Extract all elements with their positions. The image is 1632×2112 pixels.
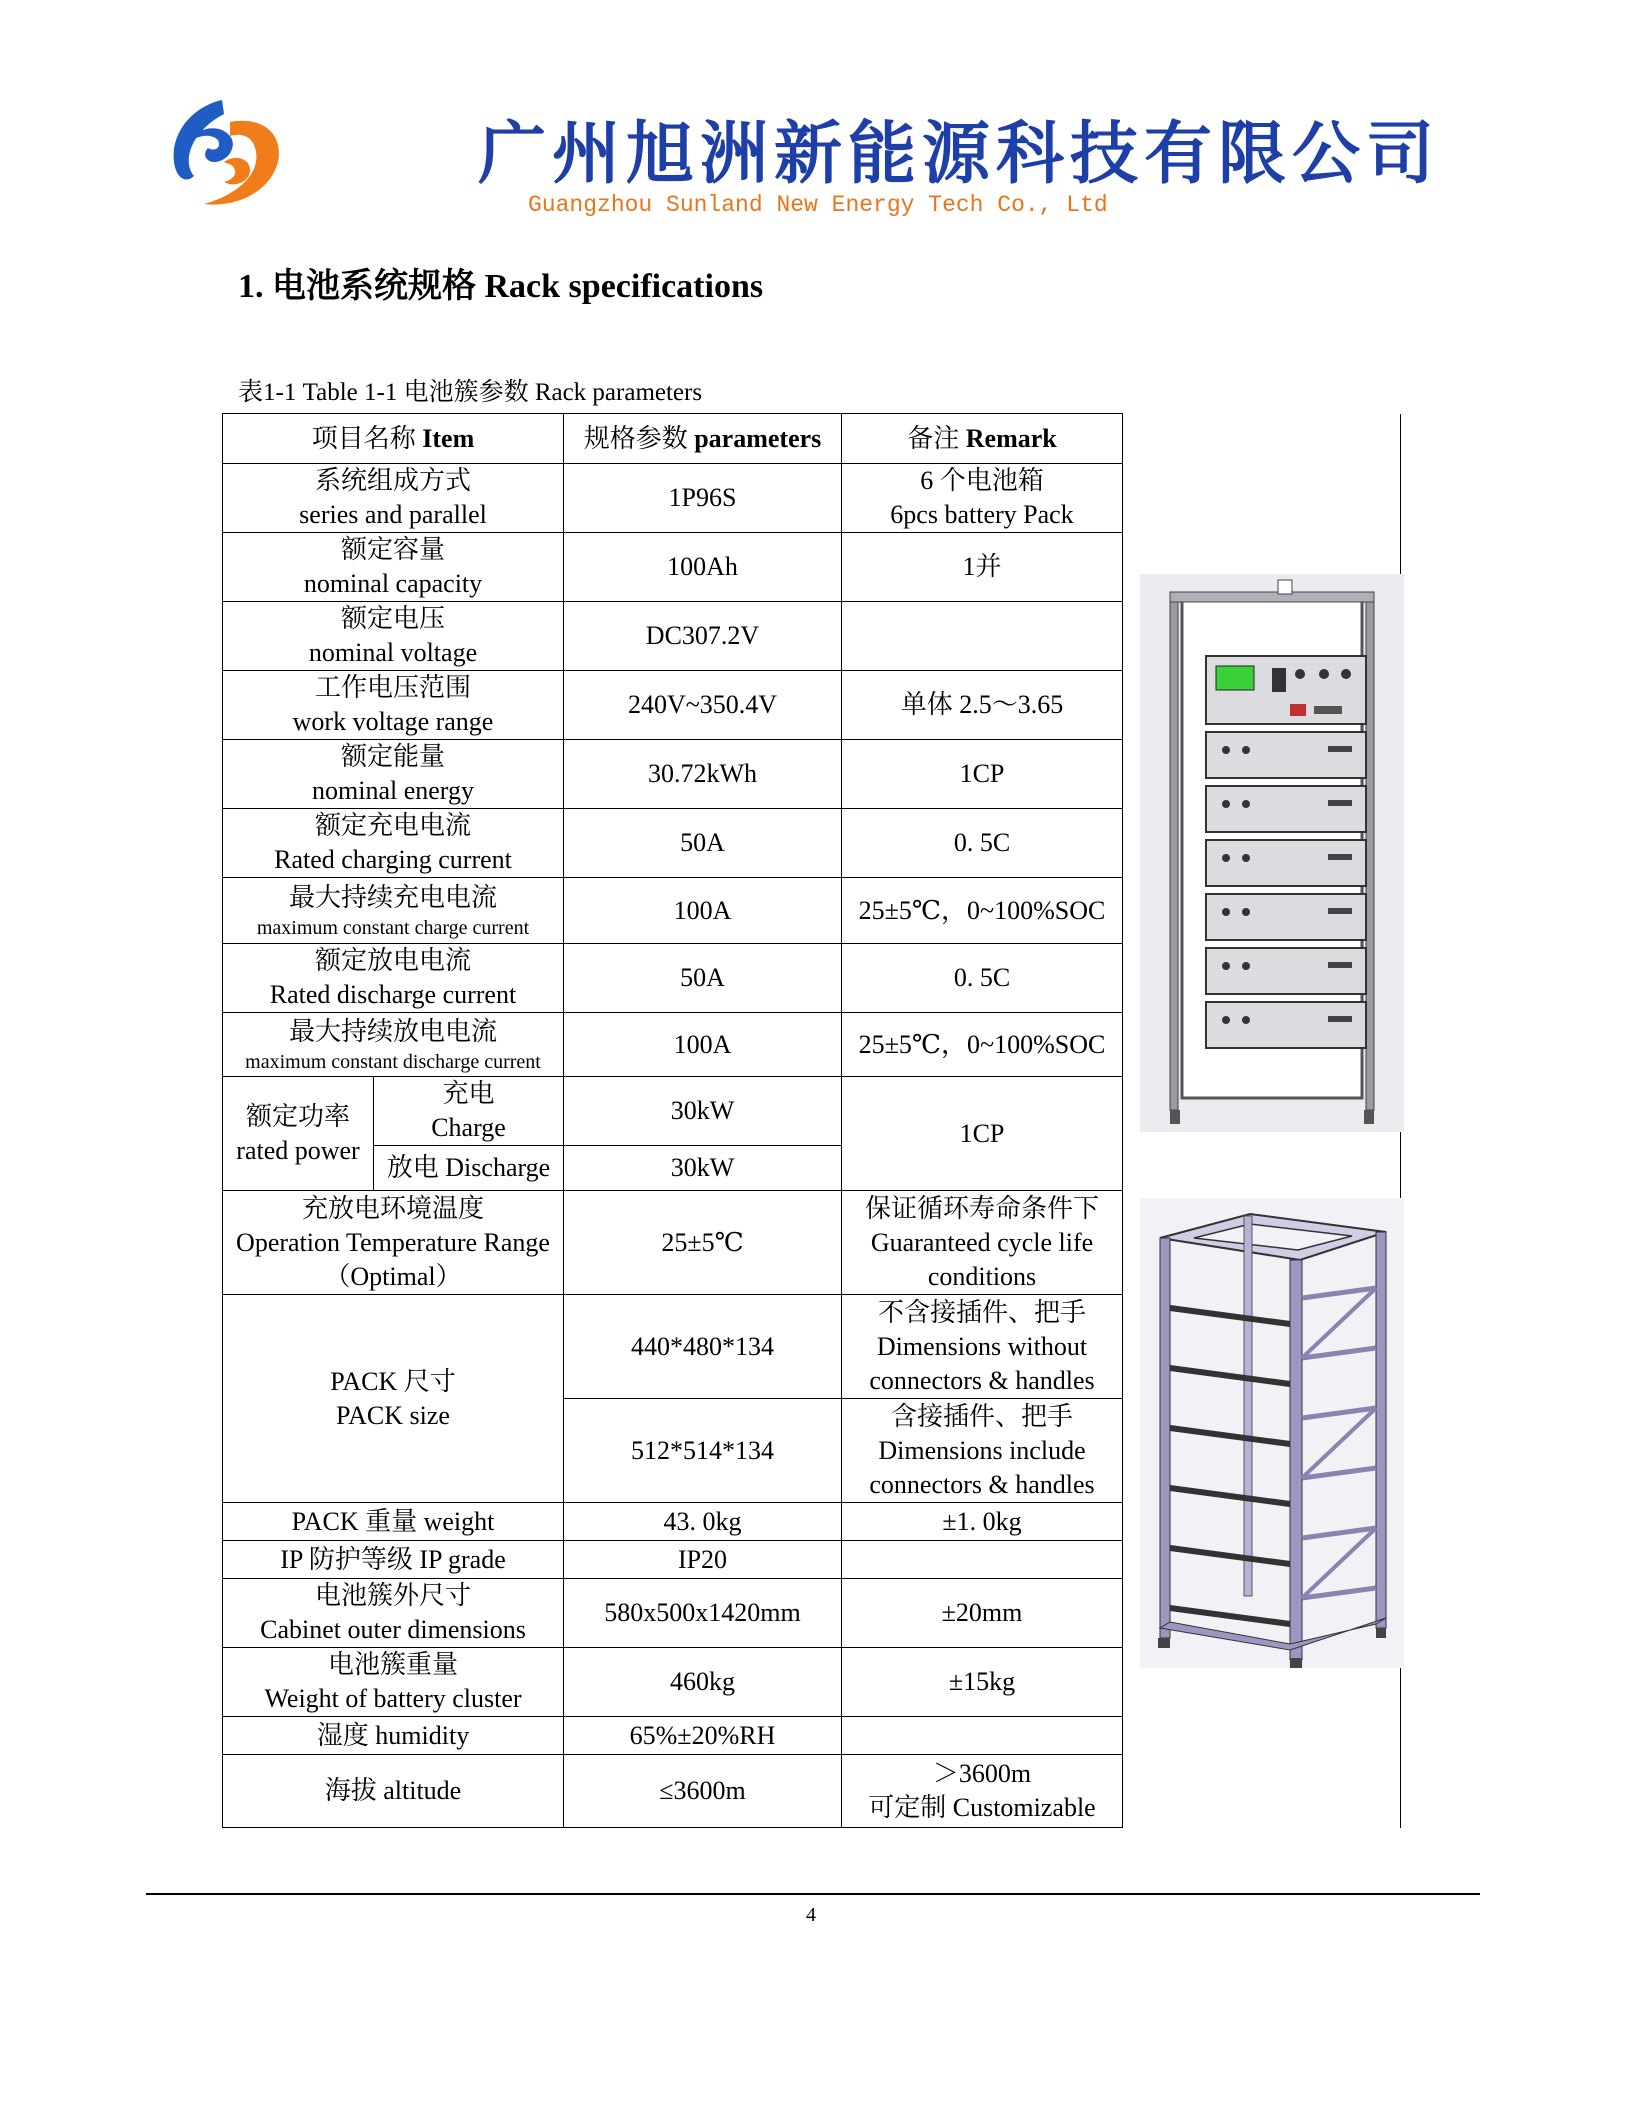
company-logo — [164, 92, 290, 218]
table-row: 电池簇重量 Weight of battery cluster 460kg ±15kg — [223, 1648, 1401, 1717]
table-row: 额定放电电流 Rated discharge current 50A 0. 5C — [223, 944, 1401, 1013]
table-row-power-charge: 额定功率 rated power 充电 Charge 30kW 1CP — [223, 1077, 1401, 1146]
footer-divider — [146, 1893, 1480, 1895]
table-caption: 表1-1 Table 1-1 电池簇参数 Rack parameters — [238, 379, 703, 406]
table-row: 额定电压 nominal voltage DC307.2V — [223, 602, 1401, 671]
table-row-temperature: 充放电环境温度 Operation Temperature Range （Optimal） 25±5℃ 保证循环寿命条件下 Guaranteed cycle life conditions — [223, 1191, 1401, 1295]
table-header-row — [223, 414, 1401, 464]
battery-rack-frame-image — [1140, 1198, 1404, 1668]
table-row-altitude: 海拔 altitude ≤3600m ＞3600m 可定制 Customizable — [223, 1755, 1401, 1828]
battery-rack-front-image — [1140, 574, 1404, 1132]
table-row-pack-size: PACK 尺寸 PACK size 440*480*134 不含接插件、把手 Dimensions without connectors & handles — [223, 1295, 1401, 1399]
page-number: 4 — [806, 1904, 816, 1926]
table-row: 系统组成方式 series and parallel 1P96S 6 个电池箱 6pcs battery Pack — [223, 464, 1401, 533]
table-row-humidity: 湿度 humidity 65%±20%RH — [223, 1717, 1401, 1755]
table-row: 额定容量 nominal capacity 100Ah 1并 — [223, 533, 1401, 602]
table-row-power-discharge: 放电 Discharge 30kW — [223, 1146, 1401, 1191]
header-remark: 备注 Remark — [842, 414, 1123, 464]
company-name-en: Guangzhou Sunland New Energy Tech Co., Ltd — [528, 192, 1108, 218]
table-row-pack-size-2: 512*514*134 含接插件、把手 Dimensions include connectors & handles — [223, 1399, 1401, 1503]
table-row: 额定能量 nominal energy 30.72kWh 1CP — [223, 740, 1401, 809]
table-row: 额定充电电流 Rated charging current 50A 0. 5C — [223, 809, 1401, 878]
header-item: 项目名称 Item — [223, 414, 564, 464]
company-name-cn: 广州旭洲新能源科技有限公司 — [478, 114, 1441, 194]
section-title: 1. 电池系统规格 Rack specifications — [238, 268, 764, 305]
table-row: 最大持续充电电流 maximum constant charge current 100A 25±5℃，0~100%SOC — [223, 878, 1401, 944]
header-parameters: 规格参数 parameters — [564, 414, 842, 464]
table-row: 最大持续放电电流 maximum constant discharge current 100A 25±5℃，0~100%SOC — [223, 1013, 1401, 1077]
table-row: IP 防护等级 IP grade IP20 — [223, 1541, 1401, 1579]
table-row: PACK 重量 weight 43. 0kg ±1. 0kg — [223, 1503, 1401, 1541]
table-row: 工作电压范围 work voltage range 240V~350.4V 单体 2.5～3.65 — [223, 671, 1401, 740]
table-row: 电池簇外尺寸 Cabinet outer dimensions 580x500x1420mm ±20mm — [223, 1579, 1401, 1648]
